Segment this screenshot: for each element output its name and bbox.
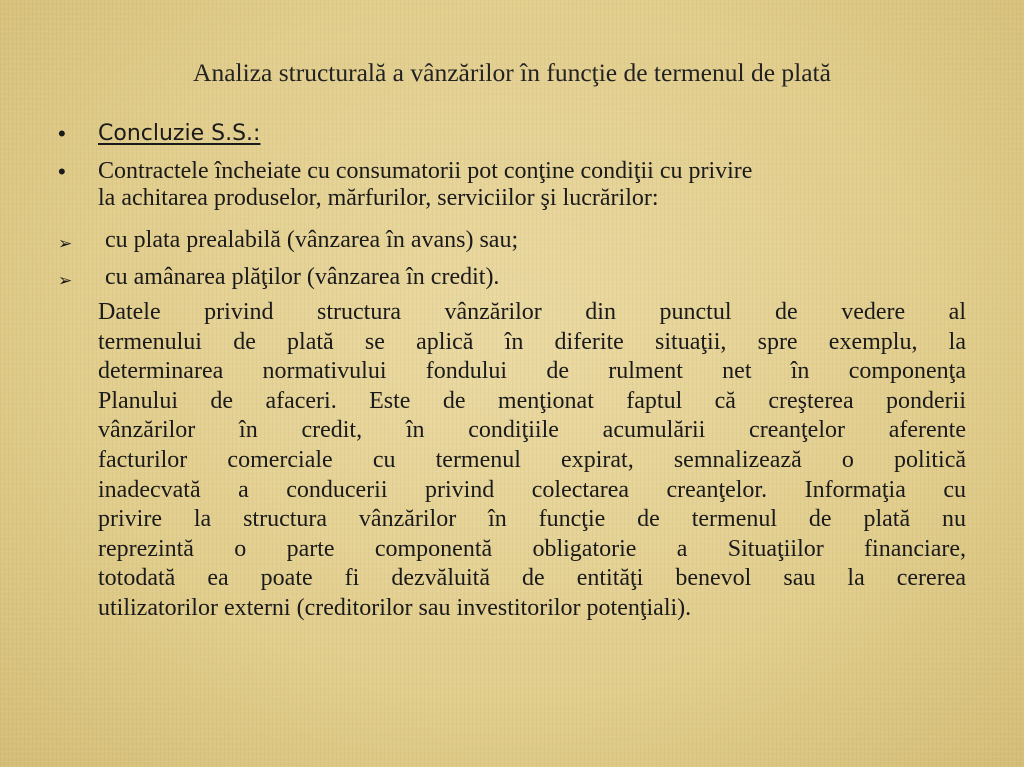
option-deferred-payment (58, 263, 970, 291)
paragraph-line: facturilor comerciale cu termenul expirat, semnalizează o politică (98, 446, 966, 473)
paragraph-line: reprezintă o parte componentă obligatorie a Situaţiilor financiare, (98, 535, 966, 562)
paragraph-line: termenului de plată se aplică în diferite situaţii, spre exemplu, la (98, 328, 966, 355)
paragraph-line: totodată ea poate fi dezvăluită de entităţi benevol sau la cererea (98, 565, 966, 592)
contracts-bullet (58, 158, 970, 212)
arrow-bullet-icon: ➢ (58, 234, 73, 253)
paragraph-line: vânzărilor în credit, în condiţiile acumulării creanţelor aferente (98, 417, 966, 444)
contracts-line: Contractele încheiate cu consumatorii pot conţine condiţii cu privire (98, 158, 753, 184)
option-text: cu amânarea plăţilor (vânzarea în credit). (105, 264, 500, 290)
paragraph-line: utilizatorilor externi (creditorilor sau investitorilor potenţiali). (98, 594, 692, 621)
conclusion-bullet (58, 121, 970, 146)
paragraph-line: privire la structura vânzărilor în funcţie de termenul de plată nu (98, 506, 966, 533)
arrow-bullet-icon: ➢ (58, 271, 73, 290)
conclusion-label: Concluzie S.S.: (98, 121, 261, 146)
paragraph-line: determinarea normativului fondului de rulment net în componenţa (98, 358, 966, 385)
explanation-paragraph (98, 298, 966, 624)
bullet-icon: • (58, 121, 66, 146)
paragraph-line: inadecvată a conducerii privind colectarea creanţelor. Informaţia cu (98, 476, 966, 503)
slide-title: Analiza structurală a vânzărilor în funcţie de termenul de plată (193, 58, 831, 87)
contracts-text (98, 158, 970, 212)
paragraph-line: Planului de afaceri. Este de menţionat faptul că creşterea ponderii (98, 387, 966, 414)
paragraph-line: Datele privind structura vânzărilor din punctul de vedere al (98, 299, 966, 325)
bullet-icon: • (58, 159, 66, 184)
contracts-line: la achitarea produselor, mărfurilor, serviciilor şi lucrărilor: (98, 185, 659, 211)
option-prepayment (58, 226, 970, 254)
option-text: cu plata prealabilă (vânzarea în avans) sau; (105, 227, 519, 253)
